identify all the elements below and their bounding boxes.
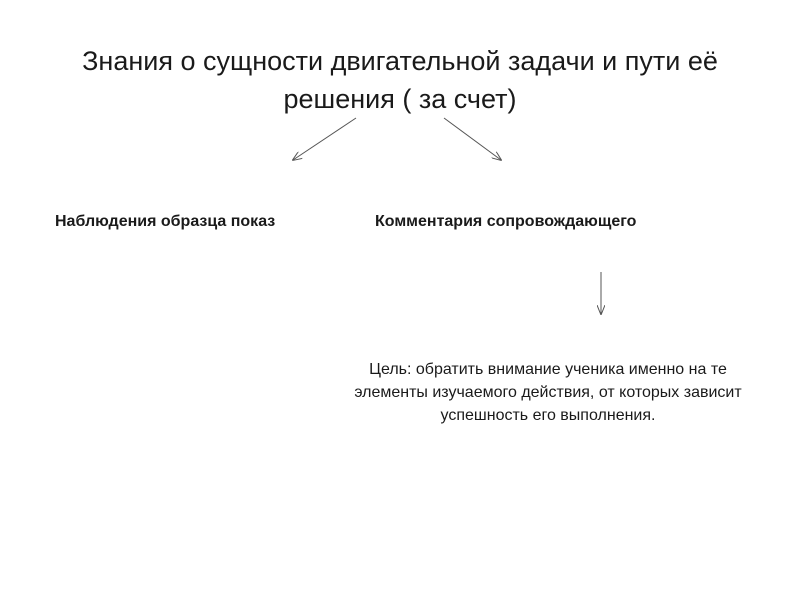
diagram-title: [0, 42, 800, 118]
goal-text: [298, 358, 798, 427]
goal-line-2: элементы изучаемого действия, от которых зависит: [354, 384, 742, 401]
goal-line-3: успешность его выполнения.: [440, 407, 656, 424]
goal-line-1: Цель: обратить внимание ученика именно на те: [369, 361, 727, 378]
title-line-2: решения ( за счет): [283, 84, 517, 114]
arrow-to-observation: [293, 118, 356, 160]
node-observation: Наблюдения образца показ: [55, 213, 276, 230]
node-commentary: Комментария сопровождающего: [375, 213, 637, 230]
title-line-1: Знания о сущности двигательной задачи и пути её: [82, 46, 718, 76]
arrow-to-commentary: [444, 118, 501, 160]
